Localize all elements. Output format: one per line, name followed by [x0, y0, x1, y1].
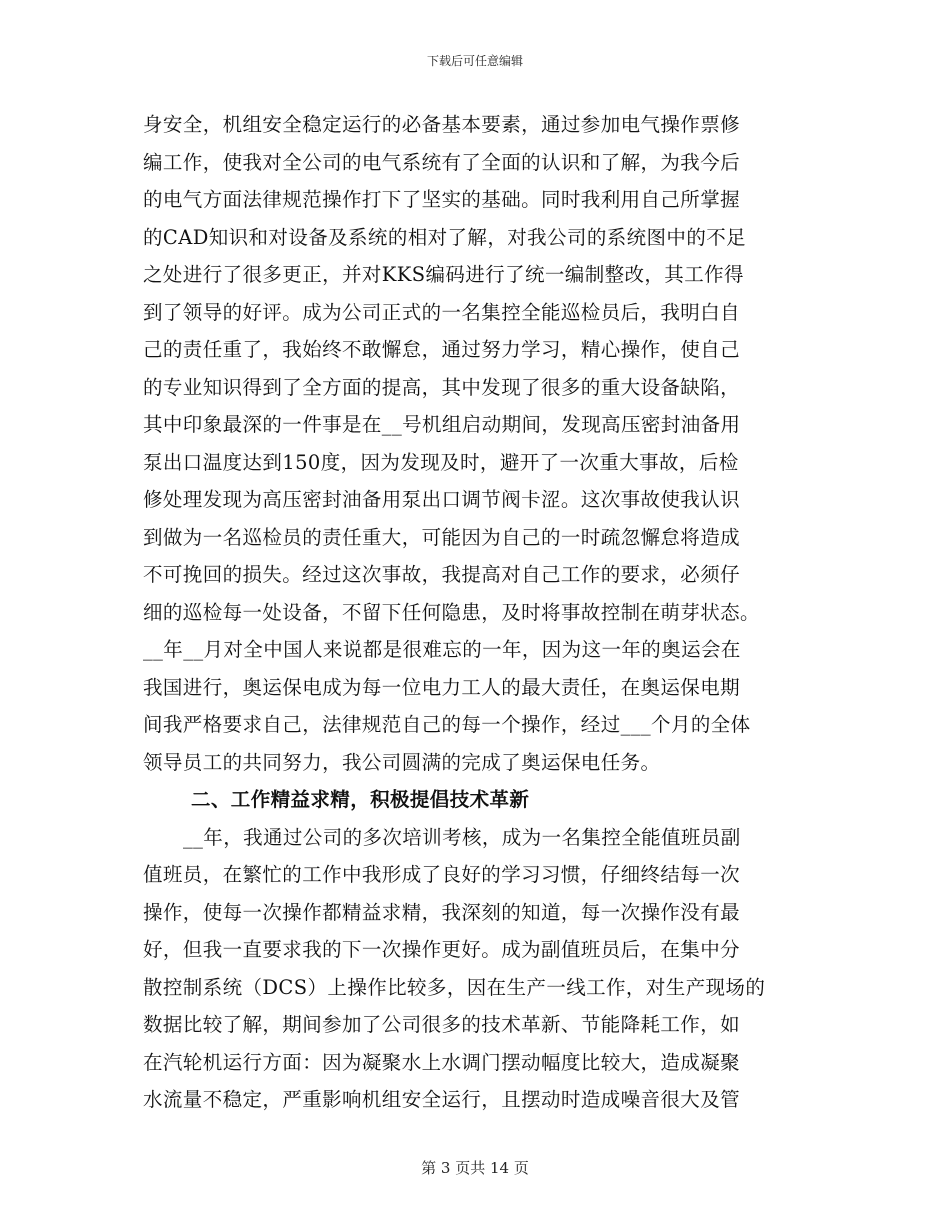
text-line: 己的责任重了，我始终不敢懈怠，通过努力学习，精心操作，使自己: [143, 338, 741, 361]
text-line: 泵出口温度达到150度，因为发现及时，避开了一次重大事故，后检: [143, 450, 739, 474]
text-line: 修处理发现为高压密封油备用泵出口调节阀卡涩。这次事故使我认识: [143, 488, 741, 511]
text-line: 的专业知识得到了全方面的提高，其中发现了很多的重大设备缺陷，: [143, 375, 741, 399]
text-line: 间我严格要求自己，法律规范自己的每一个操作，经过___个月的全体: [143, 713, 751, 736]
text-line: 身安全，机组安全稳定运行的必备基本要素，通过参加电气操作票修: [143, 113, 741, 136]
text-line: __年__月对全中国人来说都是很难忘的一年，因为这一年的奥运会在: [143, 638, 741, 661]
text-line: 我国进行，奥运保电成为每一位电力工人的最大责任，在奥运保电期: [143, 675, 741, 699]
text-line: 操作，使每一次操作都精益求精，我深刻的知道，每一次操作没有最: [143, 900, 741, 924]
page-footer: 第 3 页共 14 页: [421, 1159, 529, 1177]
section-heading: 二、工作精益求精，积极提倡技术革新: [191, 788, 530, 811]
text-line: 值班员，在繁忙的工作中我形成了良好的学习习惯，仔细终结每一次: [143, 863, 741, 886]
text-line: 好，但我一直要求我的下一次操作更好。成为副值班员后，在集中分: [143, 938, 741, 961]
page-header: 下载后可任意编辑: [426, 54, 523, 68]
text-line: 之处进行了很多更正，并对KKS编码进行了统一编制整改，其工作得: [143, 263, 744, 286]
text-line: 水流量不稳定，严重影响机组安全运行，且摆动时造成噪音很大及管: [143, 1088, 741, 1111]
text-line: 在汽轮机运行方面：因为凝聚水上水调门摆动幅度比较大，造成凝聚: [143, 1050, 741, 1074]
text-line: 的CAD知识和对设备及系统的相对了解，对我公司的系统图中的不足: [143, 225, 747, 249]
text-line: 其中印象最深的一件事是在__号机组启动期间，发现高压密封油备用: [143, 413, 741, 436]
text-line: 到了领导的好评。成为公司正式的一名集控全能巡检员后，我明白自: [143, 300, 741, 324]
document-body: [143, 106, 813, 1119]
text-line: 细的巡检每一处设备，不留下任何隐患，及时将事故控制在萌芽状态。: [143, 600, 760, 624]
text-line: 到做为一名巡检员的责任重大，可能因为自己的一时疏忽懈怠将造成: [143, 525, 741, 549]
text-line: 领导员工的共同努力，我公司圆满的完成了奥运保电任务。: [143, 750, 661, 774]
text-line: 数据比较了解，期间参加了公司很多的技术革新、节能降耗工作，如: [143, 1013, 741, 1036]
paragraph-first-line: __年，我通过公司的多次培训考核，成为一名集控全能值班员副: [183, 825, 741, 849]
text-line: 散控制系统（DCS）上操作比较多，因在生产一线工作，对生产现场的: [143, 975, 766, 999]
text-line: 编工作，使我对全公司的电气系统有了全面的认识和了解，为我今后: [143, 150, 741, 174]
text-line: 的电气方面法律规范操作打下了坚实的基础。同时我利用自己所掌握: [143, 188, 741, 211]
text-line: 不可挽回的损失。经过这次事故，我提高对自己工作的要求，必须仔: [143, 563, 741, 586]
